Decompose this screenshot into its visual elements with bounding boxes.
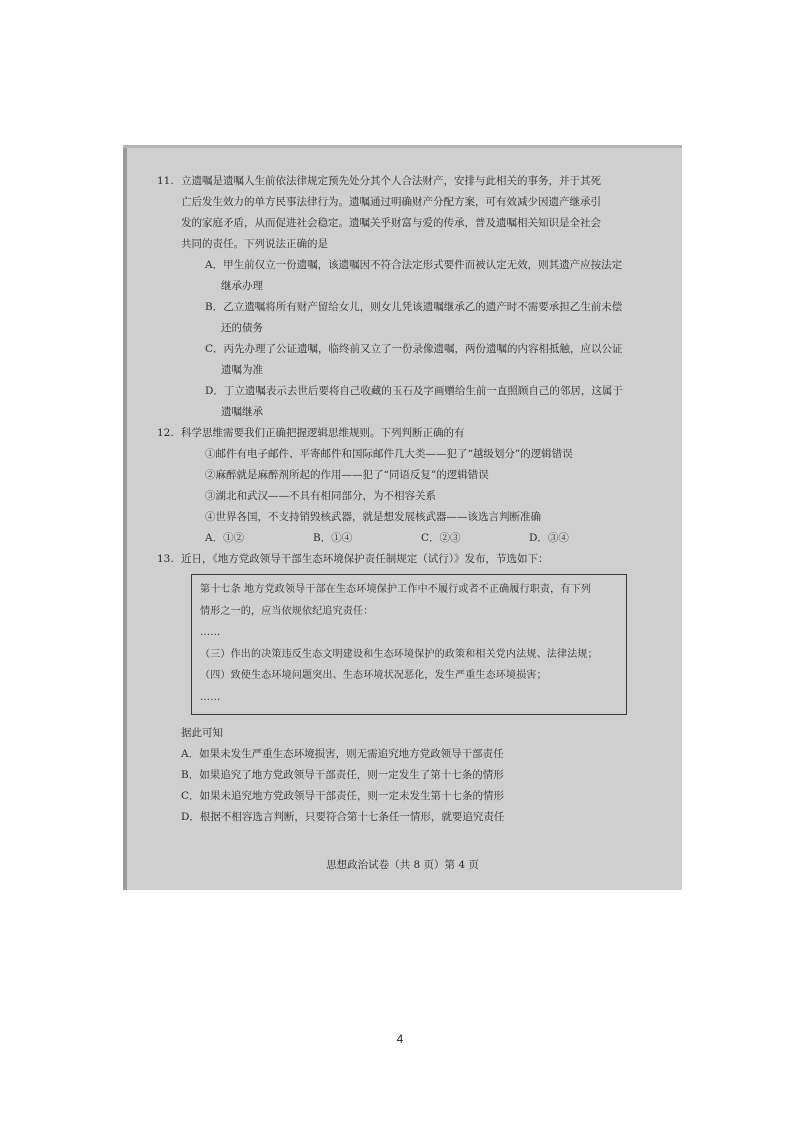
statement-item: ①邮件有电子邮件、平寄邮件和国际邮件几大类——犯了“越级划分”的逻辑错误 xyxy=(205,448,573,460)
choice-a: A．①② xyxy=(205,532,245,544)
question-stem-line: 发的家庭矛盾，从而促进社会稳定。遗嘱关乎财富与爱的传承，普及遗嘱相关知识是全社会 xyxy=(181,217,601,229)
statement-item: ②麻醉就是麻醉剂所起的作用——犯了“同语反复”的逻辑错误 xyxy=(205,469,489,481)
excerpt-line: （四）致使生态环境问题突出、生态环境状况恶化，发生严重生态环境损害； xyxy=(200,670,547,681)
option-c: C．丙先办理了公证遗嘱，临终前又立了一份录像遗嘱，两份遗嘱的内容相抵触，应以公证 xyxy=(205,343,623,355)
option-b: B．如果追究了地方党政领导干部责任，则一定发生了第十七条的情形 xyxy=(181,769,504,781)
option-d: D．丁立遗嘱表示去世后要将自己收藏的玉石及字画赠给生前一直照顾自己的邻居，这属于 xyxy=(205,385,623,397)
choice-d: D．③④ xyxy=(529,532,569,544)
excerpt-line: （三）作出的决策违反生态文明建设和生态环境保护的政策和相关党内法规、法律法规； xyxy=(200,648,598,660)
exam-content xyxy=(157,171,651,828)
statement-item: ③湖北和武汉——不具有相同部分，为不相容关系 xyxy=(205,490,436,502)
question-13 xyxy=(157,549,651,828)
statement-item: ④世界各国，不支持销毁核武器，就是想发展核武器——该选言判断准确 xyxy=(205,511,541,523)
excerpt-line: 情形之一的，应当依规依纪追究责任： xyxy=(200,605,374,617)
question-stem-line: 共同的责任。下列说法正确的是 xyxy=(181,238,328,250)
option-a-cont: 继承办理 xyxy=(221,280,263,292)
choice-row xyxy=(181,528,651,549)
scanned-exam-page xyxy=(123,145,682,890)
scan-top-edge xyxy=(123,145,682,148)
option-d-cont: 遗嘱继承 xyxy=(221,406,263,418)
question-number: 12. xyxy=(157,427,174,439)
option-c: C．如果未追究地方党政领导干部责任，则一定未发生第十七条的情形 xyxy=(181,790,505,802)
question-stem-line: 立遗嘱是遗嘱人生前依法律规定预先处分其个人合法财产，安排与此相关的事务，并于其死 xyxy=(181,175,601,187)
excerpt-line: …… xyxy=(200,627,221,638)
choice-b: B．①④ xyxy=(313,532,353,544)
question-stem: 近日，《地方党政领导干部生态环境保护责任制规定（试行）》发布，节选如下： xyxy=(181,553,549,565)
choice-c: C．②③ xyxy=(421,532,461,544)
excerpt-box xyxy=(191,574,627,715)
page-number: 4 xyxy=(396,1032,404,1046)
excerpt-line: …… xyxy=(200,691,221,703)
option-c-cont: 遗嘱为准 xyxy=(221,364,263,376)
option-b-cont: 还的债务 xyxy=(221,322,263,334)
option-a: A．甲生前仅立一份遗嘱，该遗嘱因不符合法定形式要件而被认定无效，则其遗产应按法定 xyxy=(205,259,623,271)
option-b: B．乙立遗嘱将所有财产留给女儿，则女儿凭该遗嘱继承乙的遗产时不需要承担乙生前未偿 xyxy=(205,301,623,313)
question-number: 11. xyxy=(157,175,174,187)
option-d: D．根据不相容选言判断，只要符合第十七条任一情形，就要追究责任 xyxy=(181,811,505,823)
scan-left-edge xyxy=(123,145,127,890)
question-11 xyxy=(157,171,651,423)
option-a: A．如果未发生严重生态环境损害，则无需追究地方党政领导干部责任 xyxy=(181,748,504,760)
question-number: 13. xyxy=(157,553,174,565)
question-stem-line: 亡后发生效力的单方民事法律行为。遗嘱通过明确财产分配方案，可有效减少因遗产继承引 xyxy=(181,196,601,208)
question-12 xyxy=(157,423,651,549)
page-footer: 思想政治试卷（共 8 页）第 4 页 xyxy=(326,859,479,871)
question-lead: 据此可知 xyxy=(181,727,223,739)
excerpt-line: 第十七条 地方党政领导干部在生态环境保护工作中不履行或者不正确履行职责，有下列 xyxy=(200,584,591,595)
question-stem: 科学思维需要我们正确把握逻辑思维规则。下列判断正确的有 xyxy=(181,427,465,439)
